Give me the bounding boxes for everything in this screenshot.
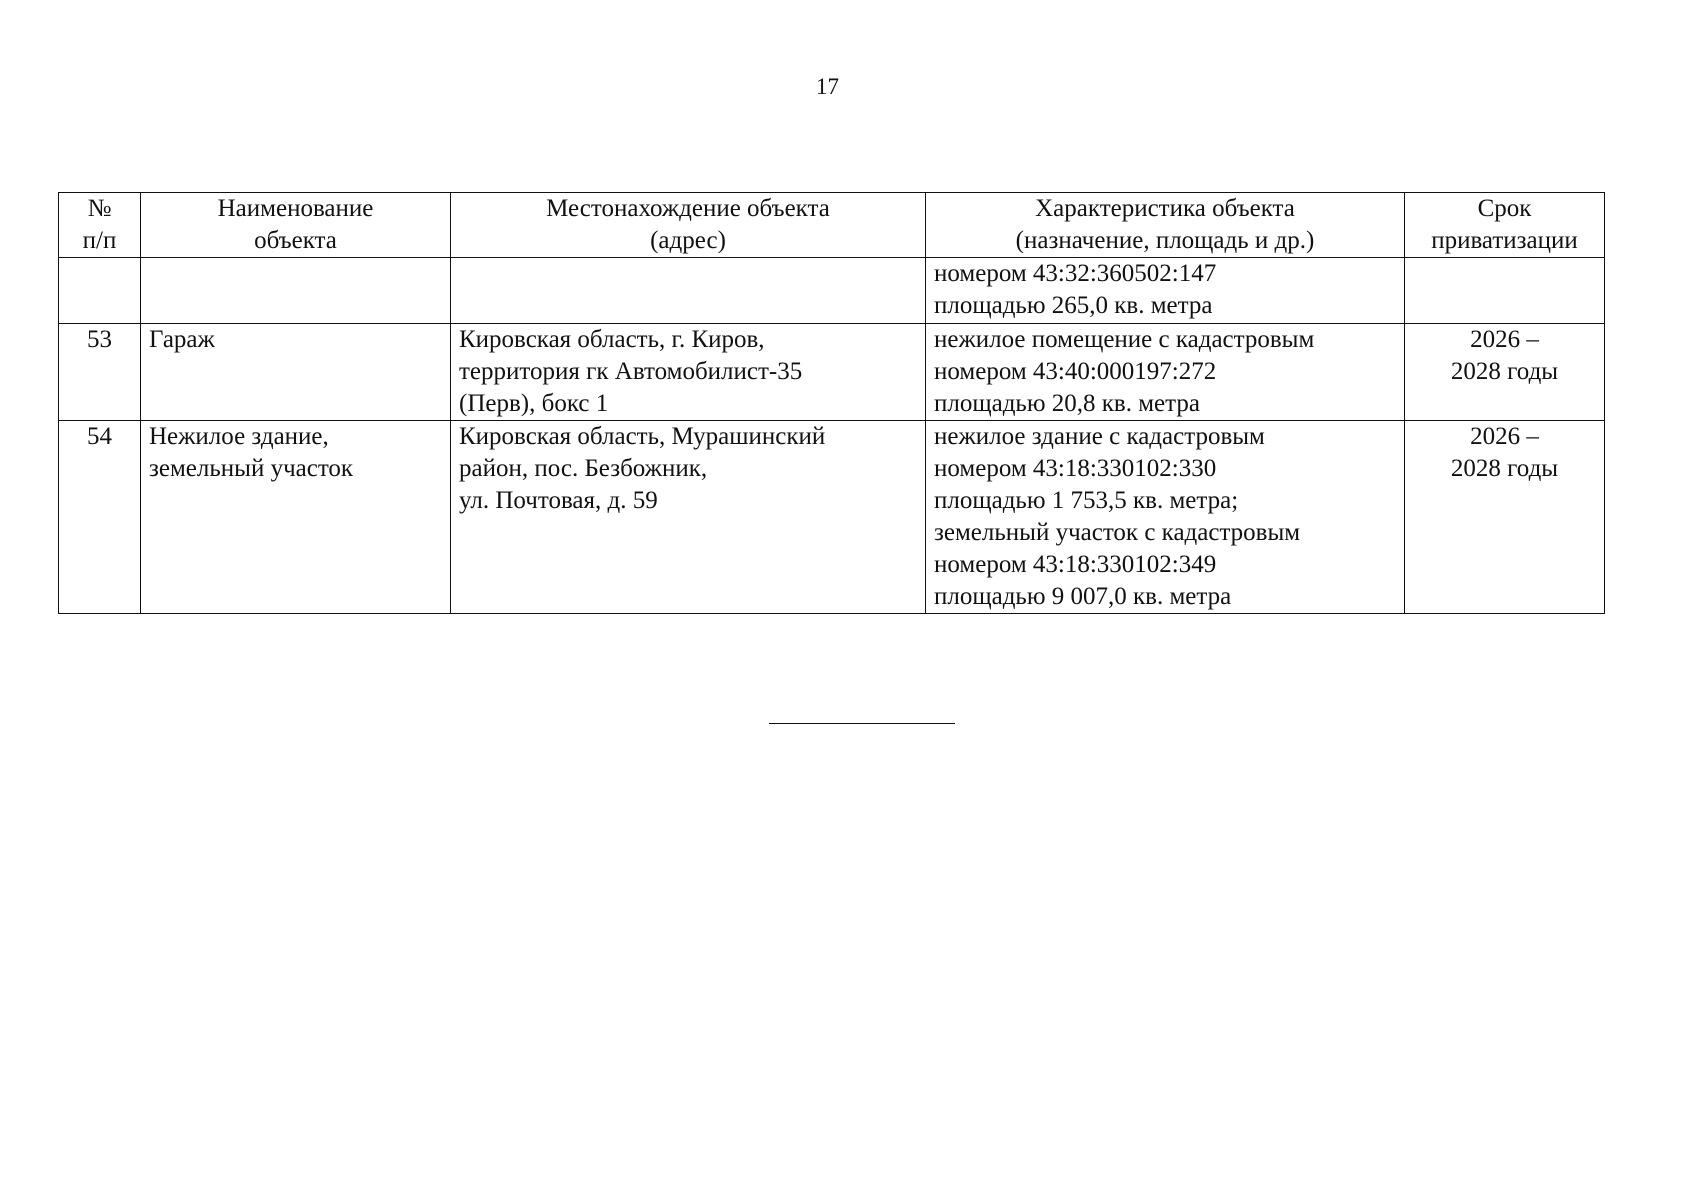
cell-privatization-term [1405, 258, 1605, 324]
cell-number [59, 258, 141, 324]
cell-number: 53 [59, 324, 141, 421]
cell-location: Кировская область, г. Киров, территория гк Автомобилист-35 (Перв), бокс 1 [451, 324, 926, 421]
header-object-name: Наименование объекта [141, 193, 451, 258]
table-header-row [59, 193, 1605, 258]
page-number: 17 [816, 74, 839, 99]
table-row [59, 258, 1605, 324]
header-location: Местонахождение объекта (адрес) [451, 193, 926, 258]
cell-object-name: Гараж [141, 324, 451, 421]
cell-privatization-term: 2026 – 2028 годы [1405, 324, 1605, 421]
header-privatization-term: Срок приватизации [1405, 193, 1605, 258]
cell-characteristic: нежилое помещение с кадастровым номером 43:40:000197:272 площадью 20,8 кв. метра [926, 324, 1405, 421]
privatization-objects-table [58, 192, 1605, 614]
header-number: № п/п [59, 193, 141, 258]
closing-rule [769, 723, 955, 724]
cell-privatization-term: 2026 – 2028 годы [1405, 421, 1605, 614]
cell-number: 54 [59, 421, 141, 614]
table-row [59, 324, 1605, 421]
header-characteristic: Характеристика объекта (назначение, площадь и др.) [926, 193, 1405, 258]
table-row [59, 421, 1605, 614]
cell-location: Кировская область, Мурашинский район, пос. Безбожник, ул. Почтовая, д. 59 [451, 421, 926, 614]
cell-object-name [141, 258, 451, 324]
cell-object-name: Нежилое здание, земельный участок [141, 421, 451, 614]
cell-characteristic: номером 43:32:360502:147 площадью 265,0 кв. метра [926, 258, 1405, 324]
cell-location [451, 258, 926, 324]
cell-characteristic: нежилое здание с кадастровым номером 43:18:330102:330 площадью 1 753,5 кв. метра; земельный участок с кадастровым номером 43:18:330102:349 площадью 9 007,0 кв. метра [926, 421, 1405, 614]
